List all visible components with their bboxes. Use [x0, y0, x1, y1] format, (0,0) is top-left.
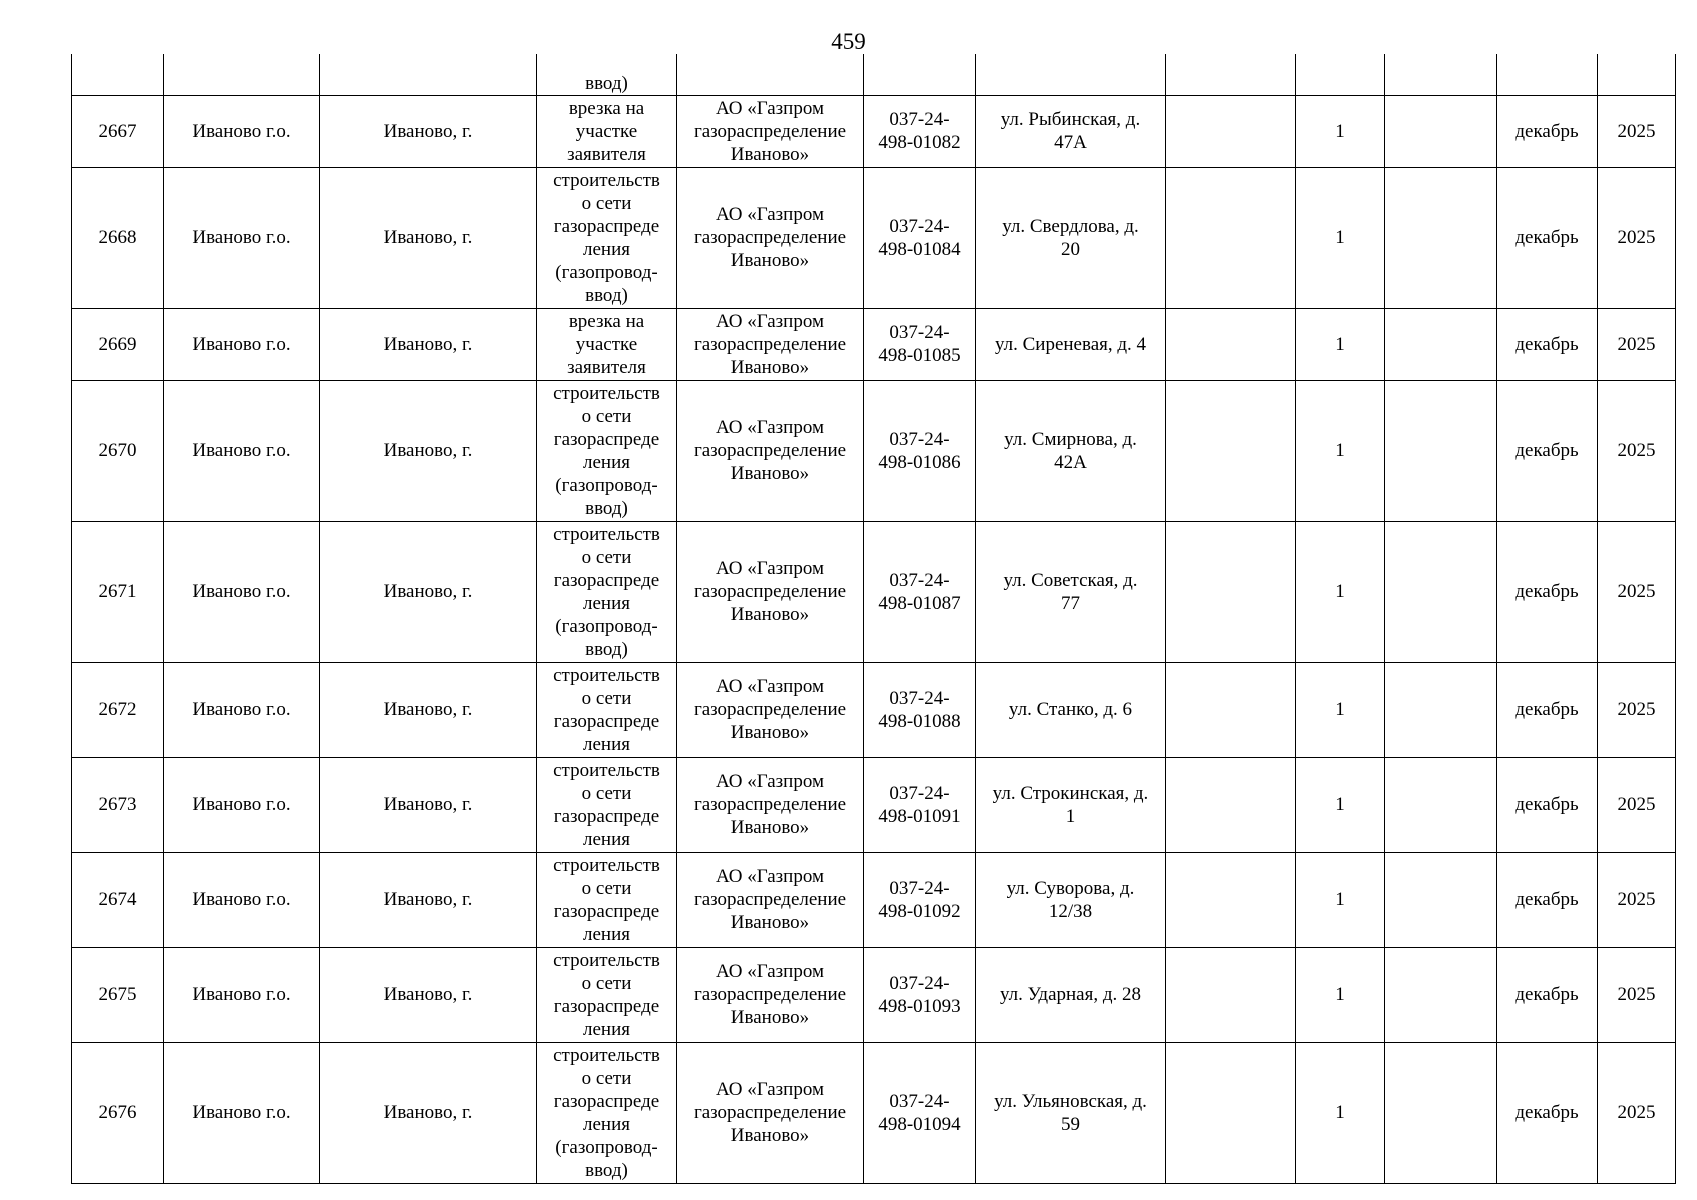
cell-org — [677, 521, 864, 662]
cell-org-line: газораспределение — [693, 889, 847, 910]
cell-org — [677, 54, 864, 95]
cell-kind-line: строительств — [553, 169, 660, 191]
cell-empty — [1166, 95, 1296, 167]
cell-org-line: Иваново» — [730, 1007, 810, 1028]
cell-org-line: АО «Газпром — [715, 204, 825, 225]
cell-qty: 1 — [1296, 1042, 1385, 1183]
cell-month: декабрь — [1497, 167, 1598, 308]
cell-empty — [1385, 167, 1497, 308]
cell-org-line: Иваново» — [730, 250, 810, 271]
cell-num: 2675 — [72, 947, 164, 1042]
cell-kind-line: о сети — [581, 782, 632, 804]
cell-kind-line: газораспреде — [553, 428, 660, 450]
cell-address — [976, 757, 1166, 852]
cell-district: Иваново г.о. — [164, 947, 320, 1042]
cell-qty — [1296, 54, 1385, 95]
cell-kind-line: ления — [583, 451, 630, 473]
cell-code-line: 037-24- — [889, 428, 950, 450]
cell-month: декабрь — [1497, 521, 1598, 662]
table-row — [72, 380, 1676, 521]
cell-empty — [1166, 167, 1296, 308]
cell-num — [72, 54, 164, 95]
cell-qty: 1 — [1296, 521, 1385, 662]
cell-year: 2025 — [1598, 167, 1676, 308]
cell-org — [677, 1042, 864, 1183]
cell-address-line: ул. Свердлова, д. — [1002, 215, 1139, 237]
cell-kind-line: о сети — [581, 877, 632, 899]
cell-kind-line: газораспреде — [553, 995, 660, 1017]
cell-kind-line: участке — [575, 333, 638, 355]
cell-org-line: АО «Газпром — [715, 97, 825, 119]
cell-org-line: газораспределение — [693, 984, 847, 1005]
cell-org-line: АО «Газпром — [715, 310, 825, 332]
cell-year: 2025 — [1598, 662, 1676, 757]
cell-kind-line: о сети — [581, 687, 632, 709]
cell-qty: 1 — [1296, 380, 1385, 521]
cell-kind-line: (газопровод- — [555, 615, 658, 637]
cell-org-line: АО «Газпром — [715, 417, 825, 438]
cell-district: Иваново г.о. — [164, 521, 320, 662]
cell-kind-line: участке — [575, 120, 638, 142]
cell-address — [976, 308, 1166, 380]
cell-address-line: 12/38 — [1048, 900, 1093, 922]
cell-district: Иваново г.о. — [164, 757, 320, 852]
cell-kind — [537, 1042, 677, 1183]
cell-org-line: АО «Газпром — [715, 866, 825, 887]
cell-code — [864, 662, 976, 757]
cell-address — [976, 95, 1166, 167]
cell-org-line: АО «Газпром — [715, 1079, 825, 1100]
cell-code-line: 037-24- — [889, 215, 950, 237]
cell-num: 2673 — [72, 757, 164, 852]
cell-qty: 1 — [1296, 757, 1385, 852]
cell-qty: 1 — [1296, 167, 1385, 308]
cell-kind — [537, 167, 677, 308]
cell-locality: Иваново, г. — [320, 947, 537, 1042]
cell-kind-line: газораспреде — [553, 900, 660, 922]
table-row — [72, 1042, 1676, 1183]
cell-kind-line: газораспреде — [553, 569, 660, 591]
cell-address-line: 1 — [1065, 805, 1076, 827]
cell-num: 2671 — [72, 521, 164, 662]
cell-address-line: ул. Суворова, д. — [1006, 877, 1135, 899]
cell-org-line: газораспределение — [693, 794, 847, 815]
cell-org-line: газораспределение — [693, 699, 847, 720]
cell-address — [976, 521, 1166, 662]
cell-kind-line: строительств — [553, 1044, 660, 1066]
cell-address-line: ул. Сиреневая, д. 4 — [994, 333, 1147, 355]
cell-qty: 1 — [1296, 852, 1385, 947]
cell-locality: Иваново, г. — [320, 852, 537, 947]
cell-empty — [1385, 308, 1497, 380]
cell-empty — [1385, 54, 1497, 95]
continuation-row — [72, 54, 1676, 95]
cell-locality: Иваново, г. — [320, 662, 537, 757]
cell-month: декабрь — [1497, 852, 1598, 947]
cell-org — [677, 308, 864, 380]
cell-org-line: Иваново» — [730, 817, 810, 838]
cell-kind-line: ввод) — [585, 638, 628, 660]
cell-qty: 1 — [1296, 308, 1385, 380]
cell-code-line: 498-01082 — [878, 132, 961, 153]
cell-code-line: 037-24- — [889, 569, 950, 591]
cell-org-line: Иваново» — [730, 143, 810, 165]
cell-code — [864, 852, 976, 947]
cell-kind-line: о сети — [581, 1067, 632, 1089]
cell-address-line: 59 — [1061, 1113, 1080, 1135]
cell-empty — [1385, 1042, 1497, 1183]
cell-org — [677, 662, 864, 757]
cell-code-line: 037-24- — [889, 322, 950, 343]
cell-kind — [537, 852, 677, 947]
cell-year: 2025 — [1598, 308, 1676, 380]
cell-qty: 1 — [1296, 662, 1385, 757]
cell-code-line: 498-01084 — [878, 238, 961, 260]
cell-month: декабрь — [1497, 95, 1598, 167]
cell-empty — [1385, 521, 1497, 662]
cell-num: 2669 — [72, 308, 164, 380]
cell-code — [864, 521, 976, 662]
cell-kind-line: о сети — [581, 405, 632, 427]
cell-locality: Иваново, г. — [320, 521, 537, 662]
cell-district: Иваново г.о. — [164, 1042, 320, 1183]
cell-org-line: АО «Газпром — [715, 961, 825, 982]
cell-num: 2670 — [72, 380, 164, 521]
cell-kind-line: ввод) — [585, 497, 628, 519]
cell-locality: Иваново, г. — [320, 308, 537, 380]
cell-kind-line: газораспреде — [553, 710, 660, 732]
cell-org — [677, 167, 864, 308]
cell-org-line: Иваново» — [730, 912, 810, 933]
cell-year: 2025 — [1598, 380, 1676, 521]
cell-kind-line: врезка на — [568, 310, 645, 332]
cell-org-line: газораспределение — [693, 227, 847, 248]
cell-org — [677, 947, 864, 1042]
cell-kind-line: (газопровод- — [555, 474, 658, 496]
cell-kind-line: заявителя — [567, 356, 646, 378]
cell-address-line: ул. Строкинская, д. — [992, 782, 1149, 804]
cell-year: 2025 — [1598, 521, 1676, 662]
cell-code-line: 037-24- — [889, 109, 950, 130]
cell-kind — [537, 662, 677, 757]
cell-code-line: 498-01087 — [878, 592, 961, 614]
cell-address — [976, 380, 1166, 521]
cell-kind-line: ления — [583, 592, 630, 614]
cell-code — [864, 380, 976, 521]
table-row — [72, 167, 1676, 308]
cell-org-line: газораспределение — [693, 581, 847, 602]
cell-month: декабрь — [1497, 1042, 1598, 1183]
cell-code — [864, 308, 976, 380]
cell-code — [864, 54, 976, 95]
cell-empty — [1385, 852, 1497, 947]
cell-kind-line: о сети — [581, 972, 632, 994]
cell-address — [976, 852, 1166, 947]
cell-code-line: 498-01086 — [878, 451, 961, 473]
cell-kind-line: газораспреде — [553, 215, 660, 237]
cell-org — [677, 852, 864, 947]
cell-district: Иваново г.о. — [164, 380, 320, 521]
table-row — [72, 95, 1676, 167]
cell-district: Иваново г.о. — [164, 308, 320, 380]
table-row — [72, 662, 1676, 757]
cell-kind-line: (газопровод- — [555, 1136, 658, 1158]
cell-empty — [1166, 308, 1296, 380]
cell-empty — [1385, 662, 1497, 757]
cell-kind — [537, 308, 677, 380]
cell-org-line: Иваново» — [730, 722, 810, 743]
cell-address — [976, 662, 1166, 757]
cell-num: 2667 — [72, 95, 164, 167]
cell-month: декабрь — [1497, 662, 1598, 757]
cell-year — [1598, 54, 1676, 95]
cell-kind — [537, 521, 677, 662]
cell-org-line: Иваново» — [730, 356, 810, 378]
cell-kind-line: ления — [583, 923, 630, 945]
cell-org-line: Иваново» — [730, 604, 810, 625]
cell-kind — [537, 947, 677, 1042]
cell-empty — [1385, 947, 1497, 1042]
cell-kind: ввод) — [537, 54, 677, 95]
cell-code-line: 498-01093 — [878, 995, 961, 1017]
cell-district: Иваново г.о. — [164, 167, 320, 308]
cell-empty — [1166, 54, 1296, 95]
cell-num: 2672 — [72, 662, 164, 757]
cell-district: Иваново г.о. — [164, 852, 320, 947]
cell-empty — [1166, 947, 1296, 1042]
cell-kind-line: строительств — [553, 382, 660, 404]
cell-month: декабрь — [1497, 308, 1598, 380]
cell-kind-line: строительств — [553, 759, 660, 781]
cell-org — [677, 95, 864, 167]
cell-address-line: ул. Ульяновская, д. — [994, 1090, 1147, 1112]
cell-kind-line: ления — [583, 733, 630, 755]
cell-address — [976, 54, 1166, 95]
cell-qty: 1 — [1296, 947, 1385, 1042]
cell-code — [864, 947, 976, 1042]
cell-code-line: 498-01085 — [878, 345, 961, 366]
cell-kind-line: ления — [583, 1113, 630, 1135]
cell-address-line: ул. Смирнова, д. — [1004, 428, 1137, 450]
cell-district — [164, 54, 320, 95]
cell-address-line: ул. Рыбинская, д. — [1000, 109, 1141, 130]
cell-month: декабрь — [1497, 380, 1598, 521]
cell-empty — [1385, 757, 1497, 852]
cell-locality — [320, 54, 537, 95]
cell-org — [677, 757, 864, 852]
page-number: 459 — [831, 29, 866, 54]
cell-address — [976, 1042, 1166, 1183]
cell-kind-line: строительств — [553, 664, 660, 686]
cell-locality: Иваново, г. — [320, 167, 537, 308]
cell-empty — [1166, 662, 1296, 757]
cell-num: 2676 — [72, 1042, 164, 1183]
cell-empty — [1166, 521, 1296, 662]
cell-empty — [1385, 380, 1497, 521]
table-row — [72, 947, 1676, 1042]
table-row — [72, 308, 1676, 380]
cell-code-line: 037-24- — [889, 877, 950, 899]
cell-org-line: Иваново» — [730, 463, 810, 484]
cell-district: Иваново г.о. — [164, 662, 320, 757]
cell-kind-line: ления — [583, 1018, 630, 1040]
cell-code-line: 037-24- — [889, 1090, 950, 1112]
cell-num: 2674 — [72, 852, 164, 947]
cell-code-line: 498-01094 — [878, 1113, 961, 1135]
cell-kind-line: о сети — [581, 546, 632, 568]
cell-code — [864, 757, 976, 852]
cell-address-line: ул. Станко, д. 6 — [1008, 699, 1133, 720]
cell-org-line: газораспределение — [693, 1102, 847, 1123]
cell-year: 2025 — [1598, 947, 1676, 1042]
cell-org-line: АО «Газпром — [715, 676, 825, 697]
cell-address-line: ул. Советская, д. — [1003, 569, 1138, 591]
cell-year: 2025 — [1598, 1042, 1676, 1183]
cell-locality: Иваново, г. — [320, 757, 537, 852]
cell-kind-line: ления — [583, 238, 630, 260]
cell-kind — [537, 757, 677, 852]
cell-kind — [537, 95, 677, 167]
cell-locality: Иваново, г. — [320, 95, 537, 167]
cell-code-line: 037-24- — [889, 972, 950, 994]
cell-org-line: АО «Газпром — [715, 558, 825, 579]
cell-empty — [1166, 1042, 1296, 1183]
cell-kind-line: о сети — [581, 192, 632, 214]
cell-kind-line: строительств — [553, 523, 660, 545]
cell-month: декабрь — [1497, 757, 1598, 852]
cell-kind-line: строительств — [553, 949, 660, 971]
cell-month: декабрь — [1497, 947, 1598, 1042]
cell-kind — [537, 380, 677, 521]
table-row — [72, 521, 1676, 662]
cell-kind-line: врезка на — [568, 97, 645, 119]
cell-empty — [1166, 852, 1296, 947]
cell-code-line: 037-24- — [889, 687, 950, 709]
cell-year: 2025 — [1598, 852, 1676, 947]
registry-table — [71, 54, 1676, 1184]
cell-org-line: газораспределение — [693, 440, 847, 461]
cell-kind-line: ления — [583, 828, 630, 850]
cell-code — [864, 167, 976, 308]
cell-address-line: ул. Ударная, д. 28 — [999, 984, 1142, 1005]
cell-empty — [1385, 95, 1497, 167]
cell-address-line: 42А — [1054, 451, 1087, 473]
cell-empty — [1166, 380, 1296, 521]
cell-address-line: 47А — [1054, 132, 1087, 153]
cell-code-line: 498-01092 — [878, 900, 961, 922]
cell-code-line: 498-01091 — [878, 805, 961, 827]
cell-kind-line: (газопровод- — [555, 261, 658, 283]
cell-code — [864, 1042, 976, 1183]
cell-kind-line: газораспреде — [553, 805, 660, 827]
cell-empty — [1166, 757, 1296, 852]
cell-code-line: 037-24- — [889, 782, 950, 804]
cell-num: 2668 — [72, 167, 164, 308]
cell-kind-line: ввод) — [585, 1159, 628, 1181]
cell-code-line: 498-01088 — [878, 710, 961, 732]
cell-address-line: 77 — [1061, 592, 1080, 614]
cell-address — [976, 167, 1166, 308]
cell-year: 2025 — [1598, 95, 1676, 167]
cell-org-line: Иваново» — [730, 1125, 810, 1146]
table-row — [72, 757, 1676, 852]
cell-kind-line: строительств — [553, 854, 660, 876]
cell-address — [976, 947, 1166, 1042]
cell-year: 2025 — [1598, 757, 1676, 852]
cell-kind-line: заявителя — [567, 143, 646, 165]
cell-org-line: газораспределение — [693, 120, 847, 142]
cell-kind-line: газораспреде — [553, 1090, 660, 1112]
cell-org-line: АО «Газпром — [715, 771, 825, 792]
cell-kind-line: ввод) — [585, 284, 628, 306]
cell-qty: 1 — [1296, 95, 1385, 167]
table-row — [72, 852, 1676, 947]
cell-address-line: 20 — [1061, 238, 1080, 260]
cell-code — [864, 95, 976, 167]
cell-locality: Иваново, г. — [320, 380, 537, 521]
cell-locality: Иваново, г. — [320, 1042, 537, 1183]
cell-month — [1497, 54, 1598, 95]
cell-org-line: газораспределение — [693, 333, 847, 355]
cell-org — [677, 380, 864, 521]
cell-district: Иваново г.о. — [164, 95, 320, 167]
